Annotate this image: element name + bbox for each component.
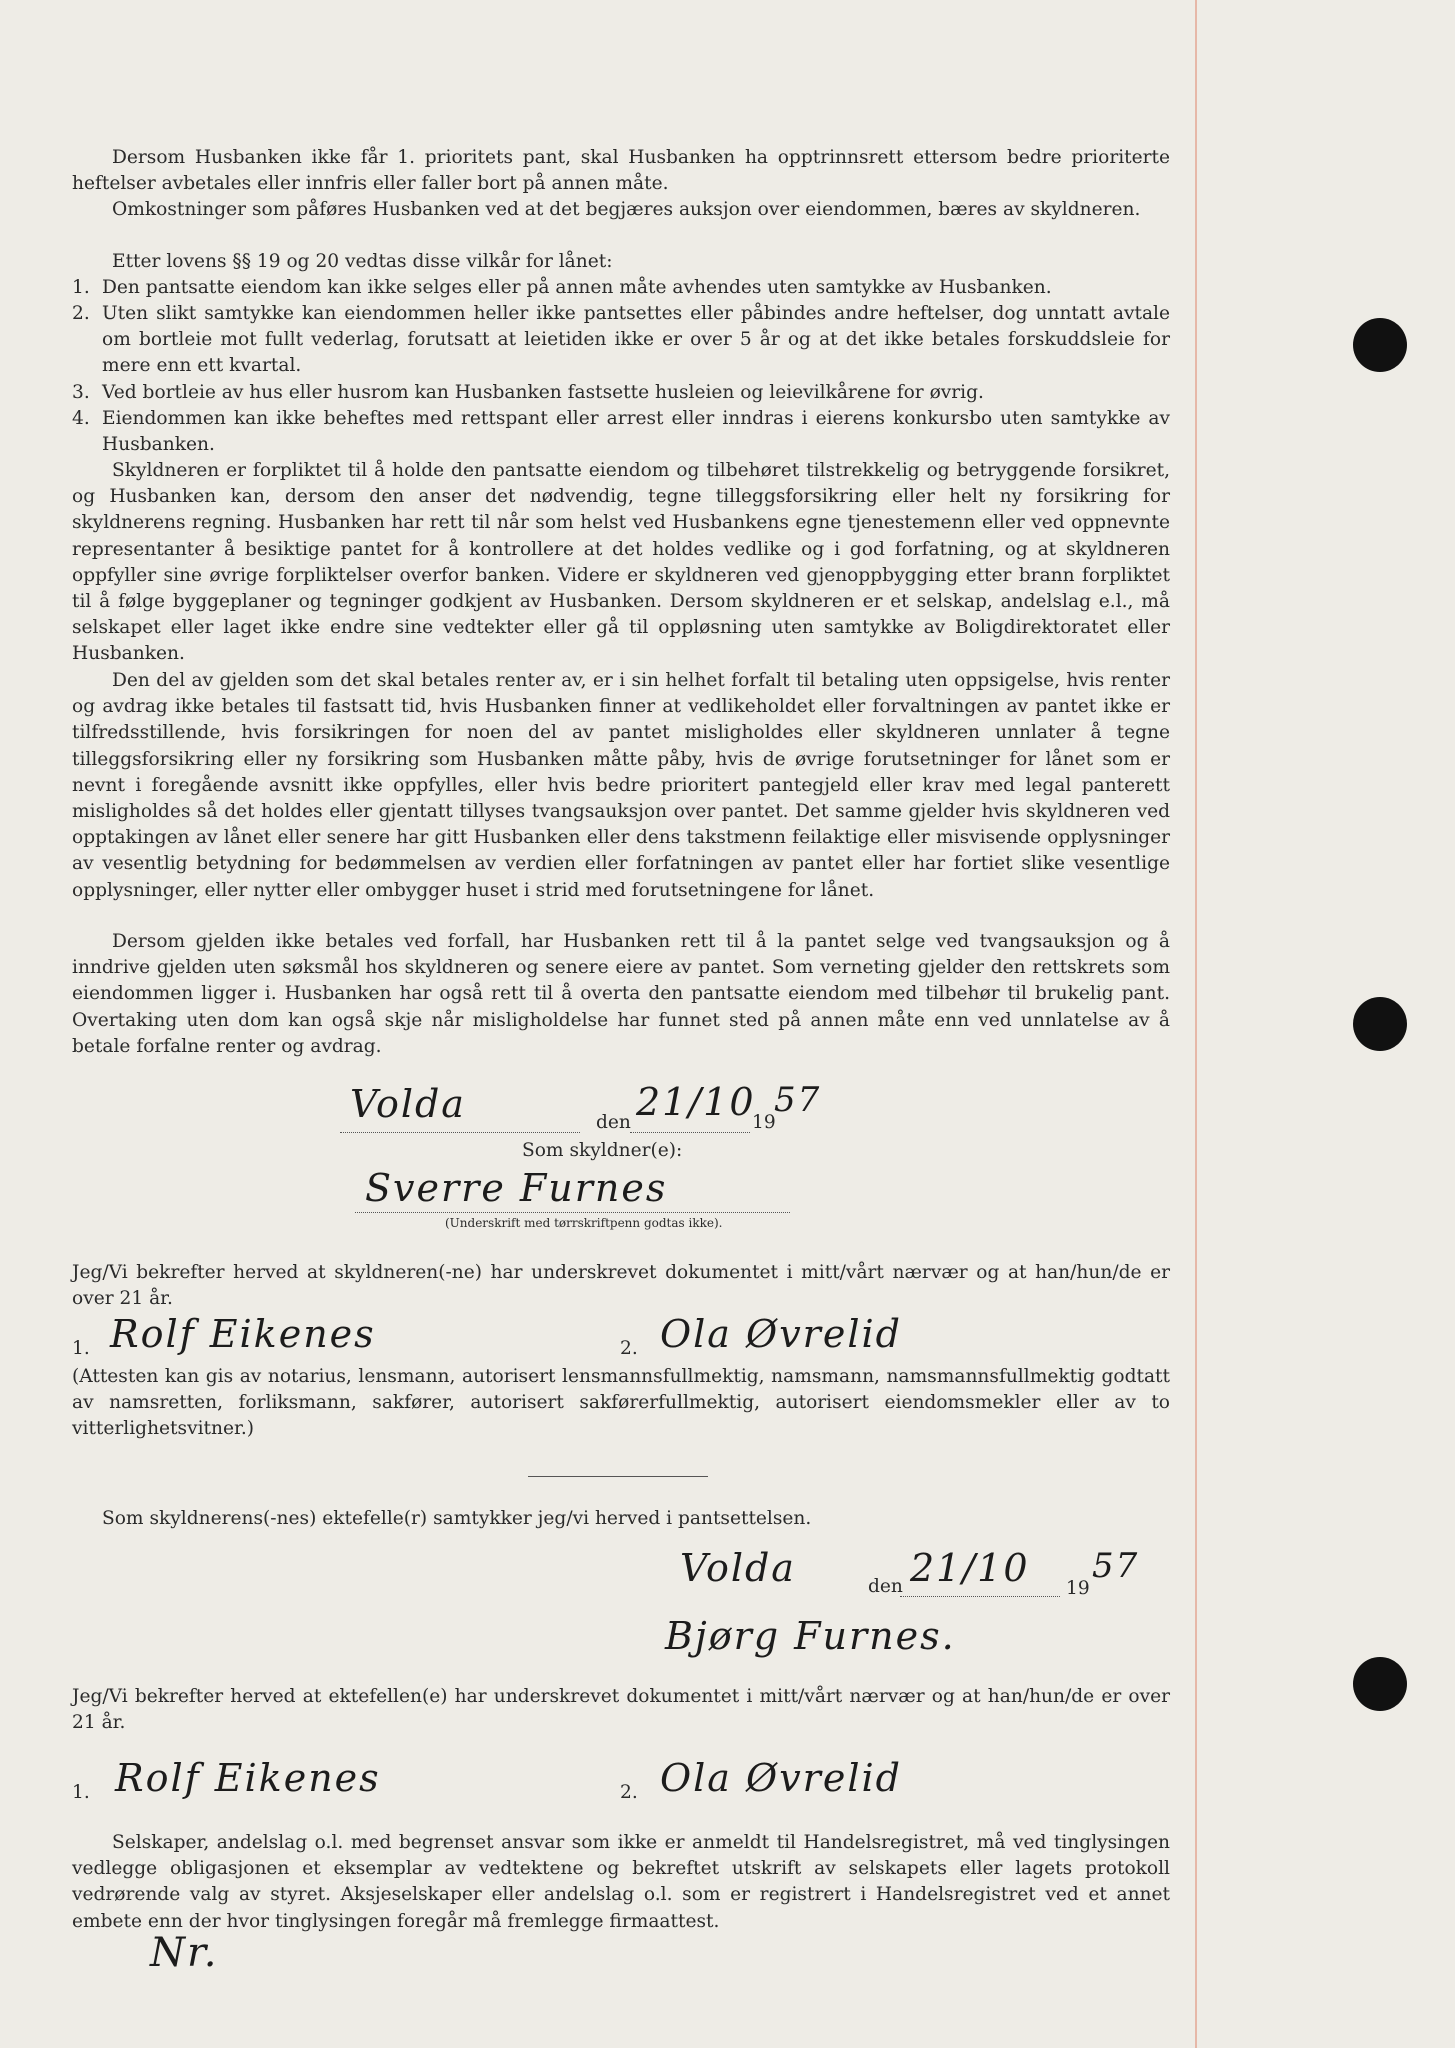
witness-confirmation: Jeg/Vi bekrefter herved at skyldneren(-ne) har underskrevet dokumentet i mitt/vårt nærvær og at han/hun/de er over 21 år.: [72, 1262, 1170, 1310]
paragraph-conditions-intro: Etter lovens §§ 19 og 20 vedtas disse vilkår for lånet:: [112, 251, 613, 272]
signature-line: [355, 1212, 790, 1213]
date-line: [630, 1132, 750, 1133]
witness-signature: Ola Øvrelid: [660, 1312, 902, 1356]
spouse-date-handwriting: 21/10: [910, 1546, 1030, 1590]
divider: [528, 1476, 708, 1477]
condition-item: 2. Uten slikt samtykke kan eiendommen heller ikke pantsettes eller påbindes andre heftelser, dog unntatt avtale om bortleie mot fullt vederlag, forutsatt at leietiden ikke er over 5 år og at det ikke betales forskuddsleie for mere enn ett kvartal.: [72, 303, 1170, 377]
paragraph-default: Den del av gjelden som det skal betales renter av, er i sin helhet forfalt til betaling uten oppsigelse, hvis renter og avdrag ikke betales til fastsatt tid, hvis Husbanken finner at vedlikeholdet eller forvaltningen av pantet ikke er tilfredsstillende, hvis forsikringen for noen del av pantet misligholdes eller skyldneren unnlater å tegne tilleggsforsikring eller ny forsikring som Husbanken måtte påby, hvis de øvrige forutsetninger for lånet som er nevnt i foregående avsnitt ikke oppfylles, eller hvis bedre prioritert pantegjeld eller krav med legal panterett misligholdes så det holdes eller gjentatt tillyses tvangsauksjon over pantet. Det samme gjelder hvis skyldneren ved opptakingen av lånet eller senere har gitt Husbanken eller dens takstmenn feilaktige eller misvisende opplysninger av vesentlig betydning for bedømmelsen av verdien eller forfatningen av pantet eller har fortiet slike vesentlige opplysninger, eller nytter eller ombygger huset i strid med forutsetningene for lånet.: [72, 670, 1170, 901]
punch-hole: [1353, 318, 1407, 372]
year-prefix: 19: [1066, 1578, 1090, 1599]
debtor-role-label: Som skyldner(e):: [522, 1140, 683, 1161]
footer-registration-note: Selskaper, andelslag o.l. med begrenset ansvar som ikke er anmeldt til Handelsregistret, må ved tinglysingen vedlegge obligasjonen et eksemplar av vedtektene og bekreftet utskrift av selskapets eller lagets protokoll vedrørende valg av styret. Aksjeselskaper eller andelslag o.l. som er registrert i Handelsregistret ved et annet embete enn der hvor tinglysingen foregår må fremlegge firmaattest.: [72, 1832, 1170, 1932]
condition-item: 3. Ved bortleie av hus eller husrom kan Husbanken fastsette husleien og leievilkårene for øvrig.: [72, 382, 984, 403]
den-label: den: [596, 1112, 631, 1133]
date-line: [900, 1596, 1060, 1597]
signature-note: (Underskrift med tørrskriftpenn godtas ikke).: [445, 1216, 723, 1230]
punch-hole: [1353, 1657, 1407, 1711]
witness-signature: Rolf Eikenes: [115, 1756, 381, 1800]
year-prefix: 19: [752, 1112, 776, 1133]
witness-number: 2.: [620, 1338, 638, 1359]
paragraph-insurance: Skyldneren er forpliktet til å holde den pantsatte eiendom og tilbehøret tilstrekkelig og betryggende forsikret, og Husbanken kan, dersom den anser det nødvendig, tegne tilleggsforsikring eller helt ny forsikring for skyldnerens regning. Husbanken har rett til når som helst ved Husbankens egne tjenestemenn eller ved oppnevnte representanter å besiktige pantet for å kontrollere at det holdes vedlike og i god forfatning, og at skyldneren oppfyller sine øvrige forpliktelser overfor banken. Videre er skyldneren ved gjenoppbygging etter brann forpliktet til å følge byggeplaner og tegninger godkjent av Husbanken. Dersom skyldneren er et selskap, andelslag e.l., må selskapet eller laget ikke endre sine vedtekter eller gå til oppløsning uten samtykke av Boligdirektoratet eller Husbanken.: [72, 460, 1170, 665]
paragraph-enforcement: Dersom gjelden ikke betales ved forfall, har Husbanken rett til å la pantet selge ved tvangsauksjon og å inndrive gjelden uten søksmål hos skyldneren og senere eiere av pantet. Som verneting gjelder den rettskrets som eiendommen ligger i. Husbanken har også rett til å overta den pantsatte eiendom med tilbehør til brukelig pant. Overtaking uten dom kan også skje når misligholdelse har funnet sted på annen måte enn ved unnlatelse av å betale forfalne renter og avdrag.: [72, 931, 1170, 1057]
spouse-signature: Bjørg Furnes.: [665, 1614, 956, 1658]
den-label: den: [868, 1576, 903, 1597]
place-line: [340, 1132, 580, 1133]
punch-hole: [1353, 997, 1407, 1051]
margin-handwriting: Nr.: [150, 1930, 219, 1976]
witness-number: 2.: [620, 1782, 638, 1803]
spouse-place-handwriting: Volda: [680, 1546, 796, 1590]
paragraph-costs: Omkostninger som påføres Husbanken ved at det begjæres auksjon over eiendommen, bæres av skyldneren.: [112, 199, 1141, 220]
debtor-date-handwriting: 21/10: [636, 1080, 756, 1124]
margin-line: [1195, 0, 1197, 2048]
condition-item: 1. Den pantsatte eiendom kan ikke selges eller på annen måte avhendes uten samtykke av Husbanken.: [72, 277, 1052, 298]
witness-signature: Rolf Eikenes: [110, 1312, 376, 1356]
spouse-consent: Som skyldnerens(-nes) ektefelle(r) samtykker jeg/vi herved i pantsettelsen.: [102, 1508, 812, 1529]
debtor-signature: Sverre Furnes: [365, 1166, 668, 1210]
condition-item: 4. Eiendommen kan ikke beheftes med rettspant eller arrest eller inndras i eierens konkursbo uten samtykke av Husbanken.: [72, 408, 1170, 456]
debtor-year-handwriting: 57: [774, 1080, 822, 1120]
debtor-place-handwriting: Volda: [350, 1082, 466, 1126]
witness-number: 1.: [72, 1338, 90, 1359]
attest-note: (Attesten kan gis av notarius, lensmann, autorisert lensmannsfullmektig, namsmann, namsmannsfullmektig godtatt av namsretten, forliksmann, sakfører, autorisert sakførerfullmektig, autorisert eiendomsmekler eller av to vitterlighetsvitner.): [72, 1366, 1170, 1440]
spouse-year-handwriting: 57: [1092, 1546, 1140, 1586]
spouse-witness-confirmation: Jeg/Vi bekrefter herved at ektefellen(e) har underskrevet dokumentet i mitt/vårt nærvær og at han/hun/de er over 21 år.: [72, 1686, 1170, 1734]
witness-number: 1.: [72, 1782, 90, 1803]
witness-signature: Ola Øvrelid: [660, 1756, 902, 1800]
paragraph-priority: Dersom Husbanken ikke får 1. prioritets pant, skal Husbanken ha opptrinnsrett ettersom bedre prioriterte heftelser avbetales eller innfris eller faller bort på annen måte.: [72, 147, 1170, 195]
